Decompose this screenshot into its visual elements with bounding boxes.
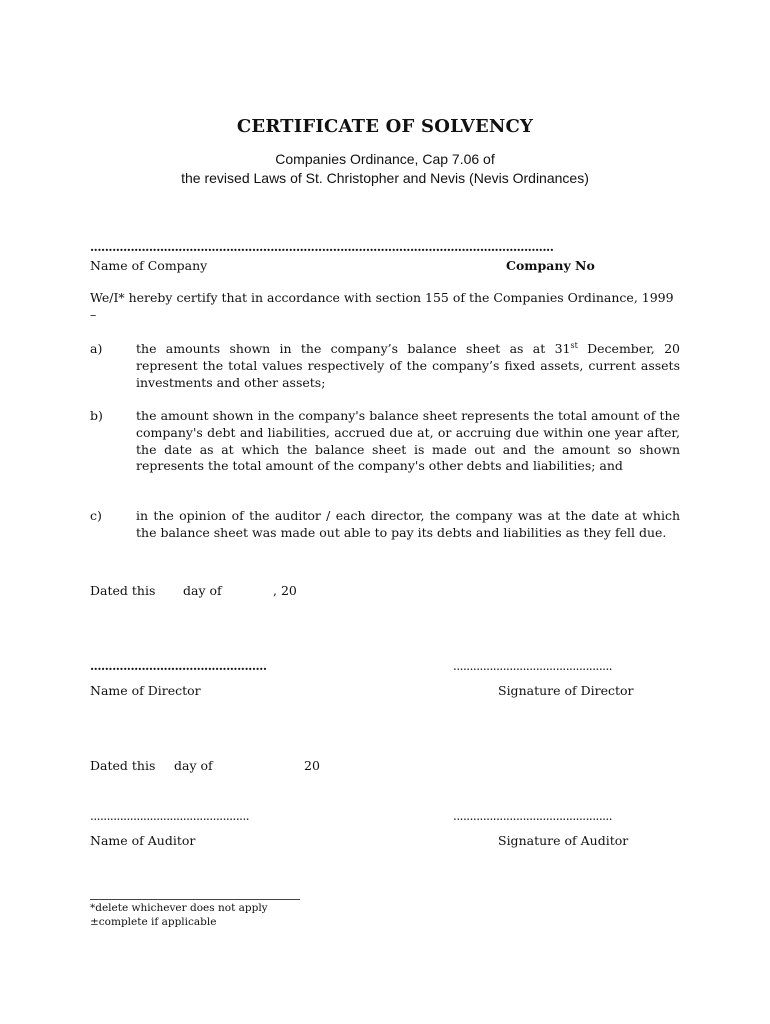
document-title: CERTIFICATE OF SOLVENCY xyxy=(236,116,534,137)
item-a-label: a) xyxy=(90,341,103,356)
item-c-text: in the opinion of the auditor / each director, the company was at the date at which the balance sheet was made out able to pay its debts and liabilities as they fell due. xyxy=(136,508,680,540)
certification-intro: We/I* hereby certify that in accordance with section 155 of the Companies Ordinance, 1999 – xyxy=(90,290,674,322)
company-number-label: Company No xyxy=(506,258,595,273)
auditor-signature-label: Signature of Auditor xyxy=(498,833,629,848)
item-b-label: b) xyxy=(90,408,103,423)
director-signature-dotted-line[interactable]: ................................................ xyxy=(453,659,613,673)
auditor-name-dotted-line[interactable]: ................................................ xyxy=(90,809,250,823)
auditor-dated-this: Dated this xyxy=(90,758,156,773)
director-day-of: day of xyxy=(183,583,222,598)
subtitle-laws: the revised Laws of St. Christopher and Nevis (Nevis Ordinances) xyxy=(181,170,589,186)
director-year: , 20 xyxy=(273,583,297,598)
director-name-label: Name of Director xyxy=(90,683,201,698)
director-dated-this: Dated this xyxy=(90,583,156,598)
subtitle-ordinance: Companies Ordinance, Cap 7.06 of xyxy=(275,151,495,167)
auditor-year: 20 xyxy=(304,758,320,773)
footnote-complete: ±complete if applicable xyxy=(90,916,217,928)
director-name-dotted-line[interactable]: ................................................ xyxy=(90,659,267,673)
company-name-dotted-line[interactable]: .............................................................................................................................. xyxy=(90,240,554,254)
auditor-signature-dotted-line[interactable]: ................................................ xyxy=(453,809,613,823)
auditor-day-of: day of xyxy=(174,758,213,773)
item-c-label: c) xyxy=(90,508,102,523)
footnote-divider xyxy=(90,899,300,900)
item-a-text: the amounts shown in the company’s balance sheet as at 31st December, 20 represent the total values respectively of the company’s fixed assets, current assets investments and other assets; xyxy=(136,340,680,390)
company-name-label: Name of Company xyxy=(90,258,208,273)
footnote-delete: *delete whichever does not apply xyxy=(90,902,268,914)
item-b-text: the amount shown in the company's balance sheet represents the total amount of the company's debt and liabilities, accrued due at, or accruing due within one year after, the date as at which the balance sheet is made out and the amount so shown represents the total amount of the company's other debts and liabilities; and xyxy=(136,408,680,474)
auditor-name-label: Name of Auditor xyxy=(90,833,196,848)
director-signature-label: Signature of Director xyxy=(498,683,634,698)
ordinal-superscript: st xyxy=(570,340,578,350)
